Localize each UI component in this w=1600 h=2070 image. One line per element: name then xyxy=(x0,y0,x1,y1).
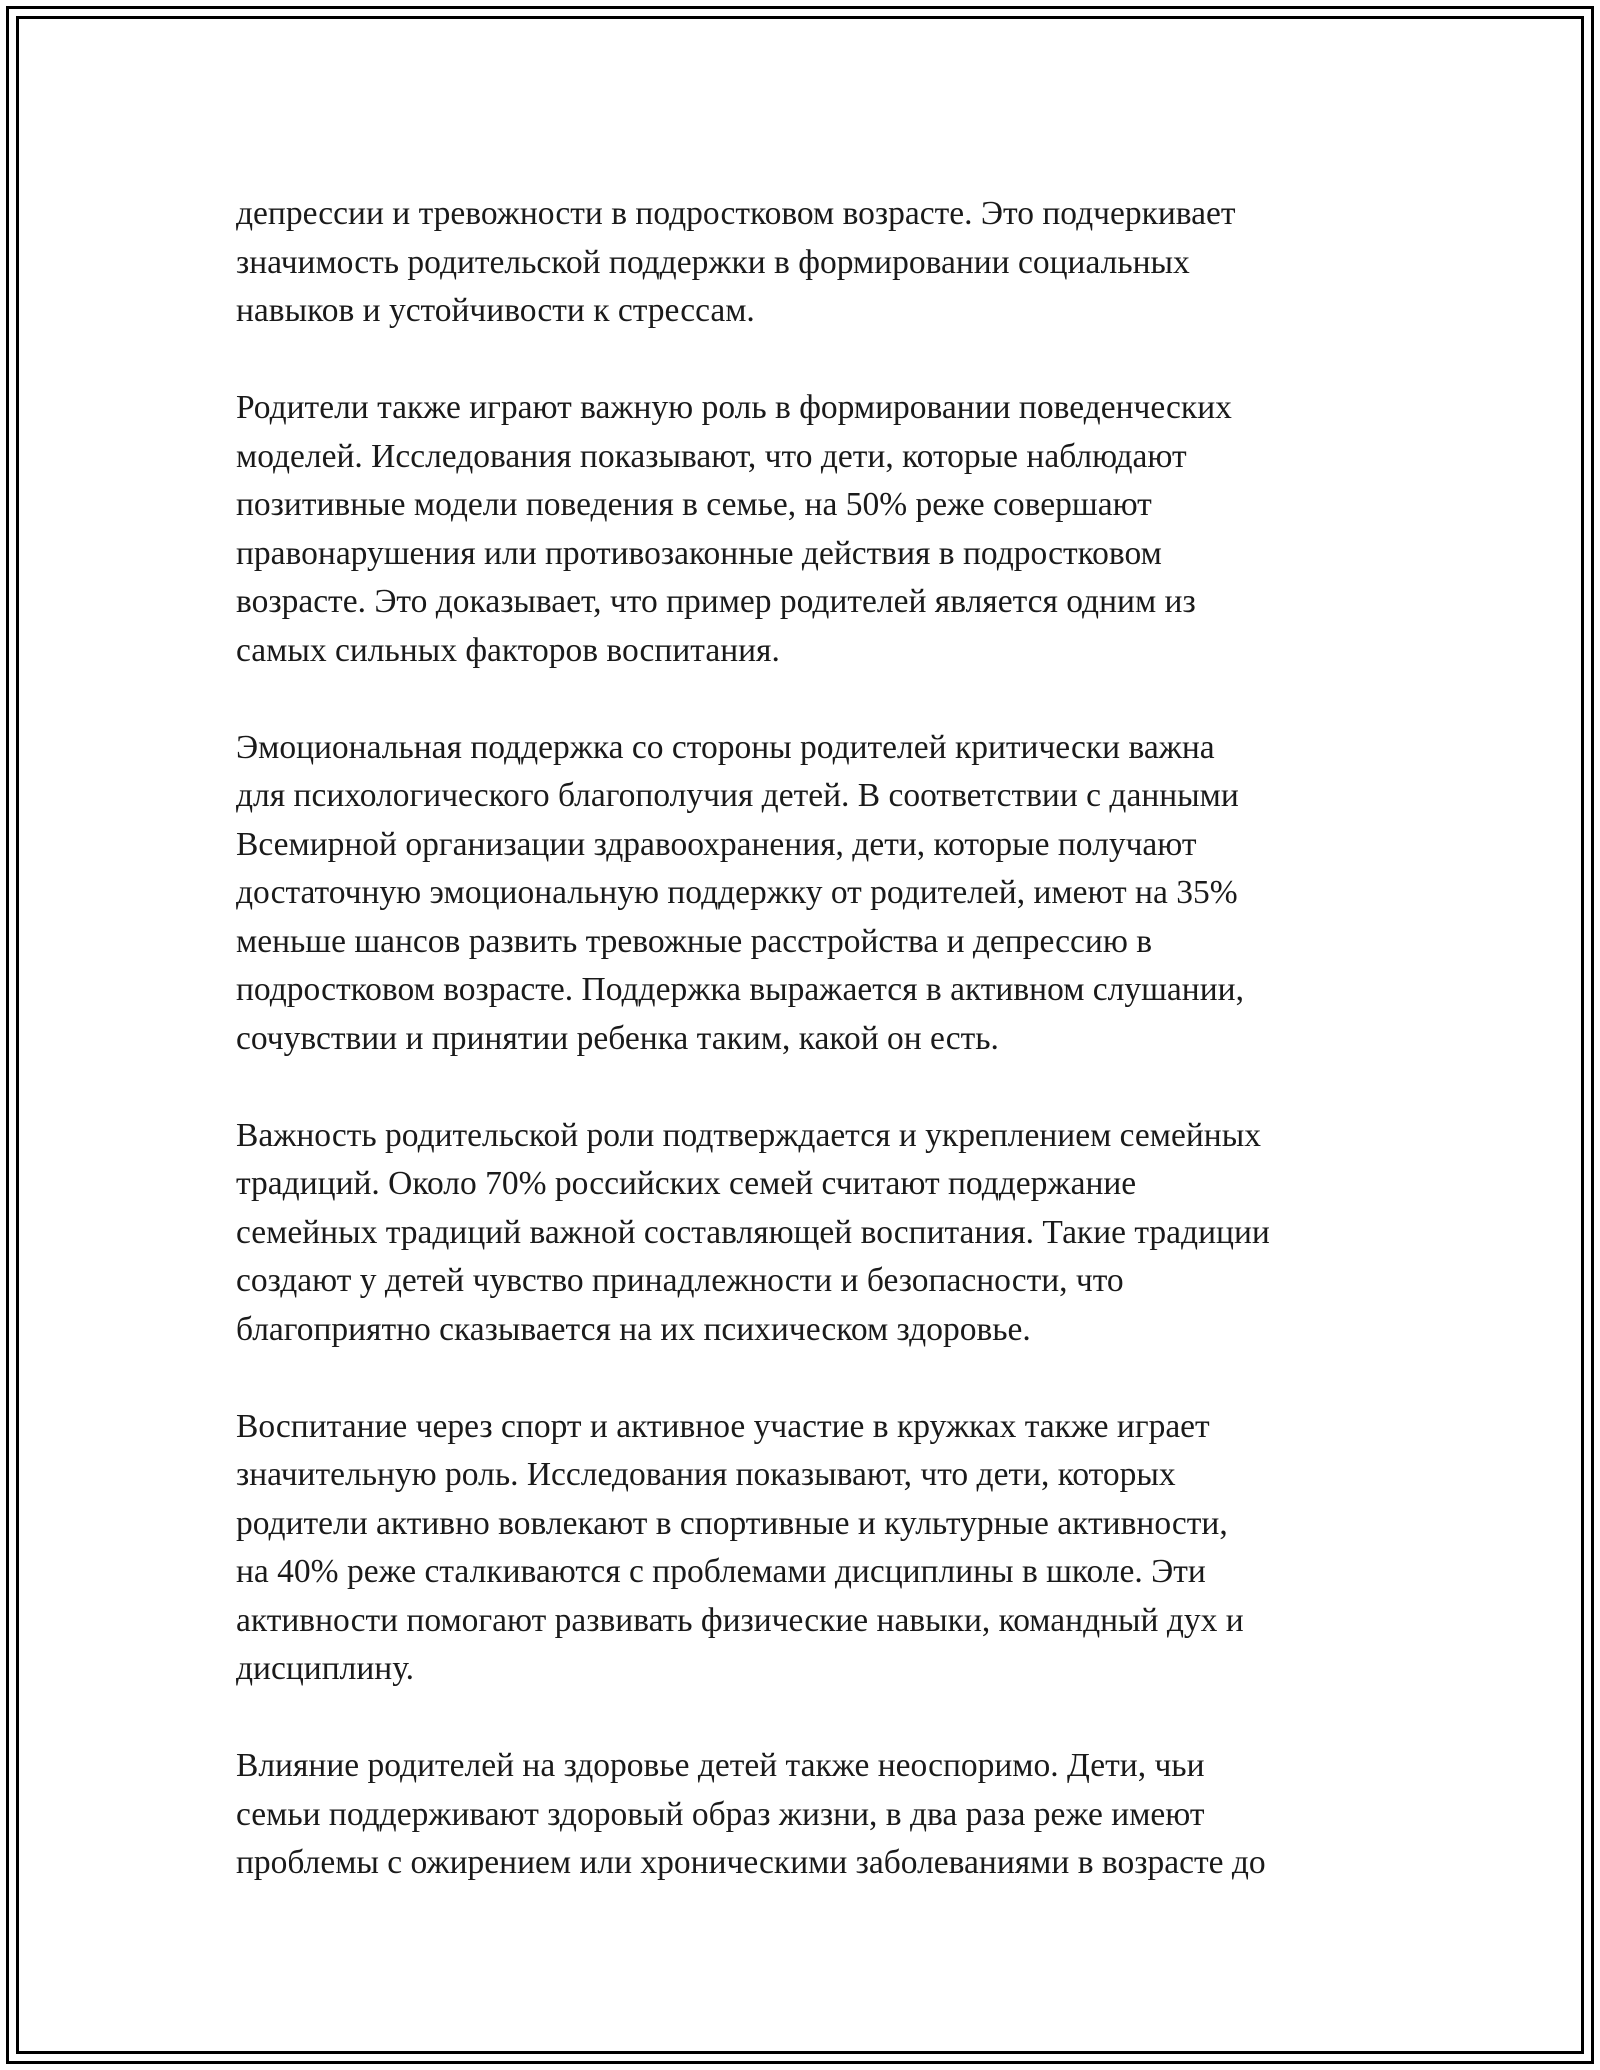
text-line: Важность родительской роли подтверждается и укреплением семейных xyxy=(236,1116,1261,1154)
text-line: для психологического благополучия детей. В соответствии с данными xyxy=(236,777,1239,814)
text-line: значимость родительской поддержки в формировании социальных xyxy=(236,243,1190,281)
paragraph-6 xyxy=(236,1742,1386,1888)
text-line: дисциплину. xyxy=(236,1650,414,1687)
paragraph-1 xyxy=(236,190,1386,336)
text-line: подростковом возрасте. Поддержка выражается в активном слушании, xyxy=(236,971,1244,1008)
text-line: благоприятно сказывается на их психическом здоровье. xyxy=(236,1310,1031,1348)
text-line: депрессии и тревожности в подростковом возрасте. Это подчеркивает xyxy=(236,195,1236,232)
paragraph-4 xyxy=(236,1112,1386,1355)
text-line: сочувствии и принятии ребенка таким, какой он есть. xyxy=(236,1019,999,1057)
paragraph-3 xyxy=(236,724,1386,1064)
paragraph-5 xyxy=(236,1403,1386,1694)
text-line: традиций. Около 70% российских семей считают поддержание xyxy=(236,1165,1137,1202)
text-line: моделей. Исследования показывают, что дети, которые наблюдают xyxy=(236,437,1187,475)
text-line: правонарушения или противозаконные действия в подростковом xyxy=(236,534,1162,572)
text-line: Эмоциональная поддержка со стороны родителей критически важна xyxy=(236,728,1215,766)
text-line: меньше шансов развить тревожные расстройства и депрессию в xyxy=(236,922,1153,960)
text-line: позитивные модели поведения в семье, на 50% реже совершают xyxy=(236,486,1152,523)
text-line: создают у детей чувство принадлежности и безопасности, что xyxy=(236,1262,1124,1299)
text-line: самых сильных факторов воспитания. xyxy=(236,631,780,669)
text-line: активности помогают развивать физические навыки, командный дух и xyxy=(236,1601,1244,1639)
text-line: семейных традиций важной составляющей воспитания. Такие традиции xyxy=(236,1213,1270,1251)
document-body xyxy=(236,190,1386,1936)
text-line: возрасте. Это доказывает, что пример родителей является одним из xyxy=(236,583,1196,620)
text-line: Всемирной организации здравоохранения, дети, которые получают xyxy=(236,825,1197,863)
text-line: навыков и устойчивости к стрессам. xyxy=(236,292,755,329)
text-line: значительную роль. Исследования показывают, что дети, которых xyxy=(236,1456,1176,1493)
text-line: на 40% реже сталкиваются с проблемами дисциплины в школе. Эти xyxy=(236,1553,1206,1590)
text-line: родители активно вовлекают в спортивные и культурные активности, xyxy=(236,1504,1228,1542)
text-line: Влияние родителей на здоровье детей также неоспоримо. Дети, чьи xyxy=(236,1747,1205,1784)
text-line: проблемы с ожирением или хроническими заболеваниями в возрасте до xyxy=(236,1844,1266,1881)
paragraph-2 xyxy=(236,384,1386,675)
text-line: Воспитание через спорт и активное участие в кружках также играет xyxy=(236,1407,1210,1445)
text-line: достаточную эмоциональную поддержку от родителей, имеют на 35% xyxy=(236,874,1238,911)
text-line: Родители также играют важную роль в формировании поведенческих xyxy=(236,389,1232,426)
text-line: семьи поддерживают здоровый образ жизни, в два раза реже имеют xyxy=(236,1795,1205,1833)
